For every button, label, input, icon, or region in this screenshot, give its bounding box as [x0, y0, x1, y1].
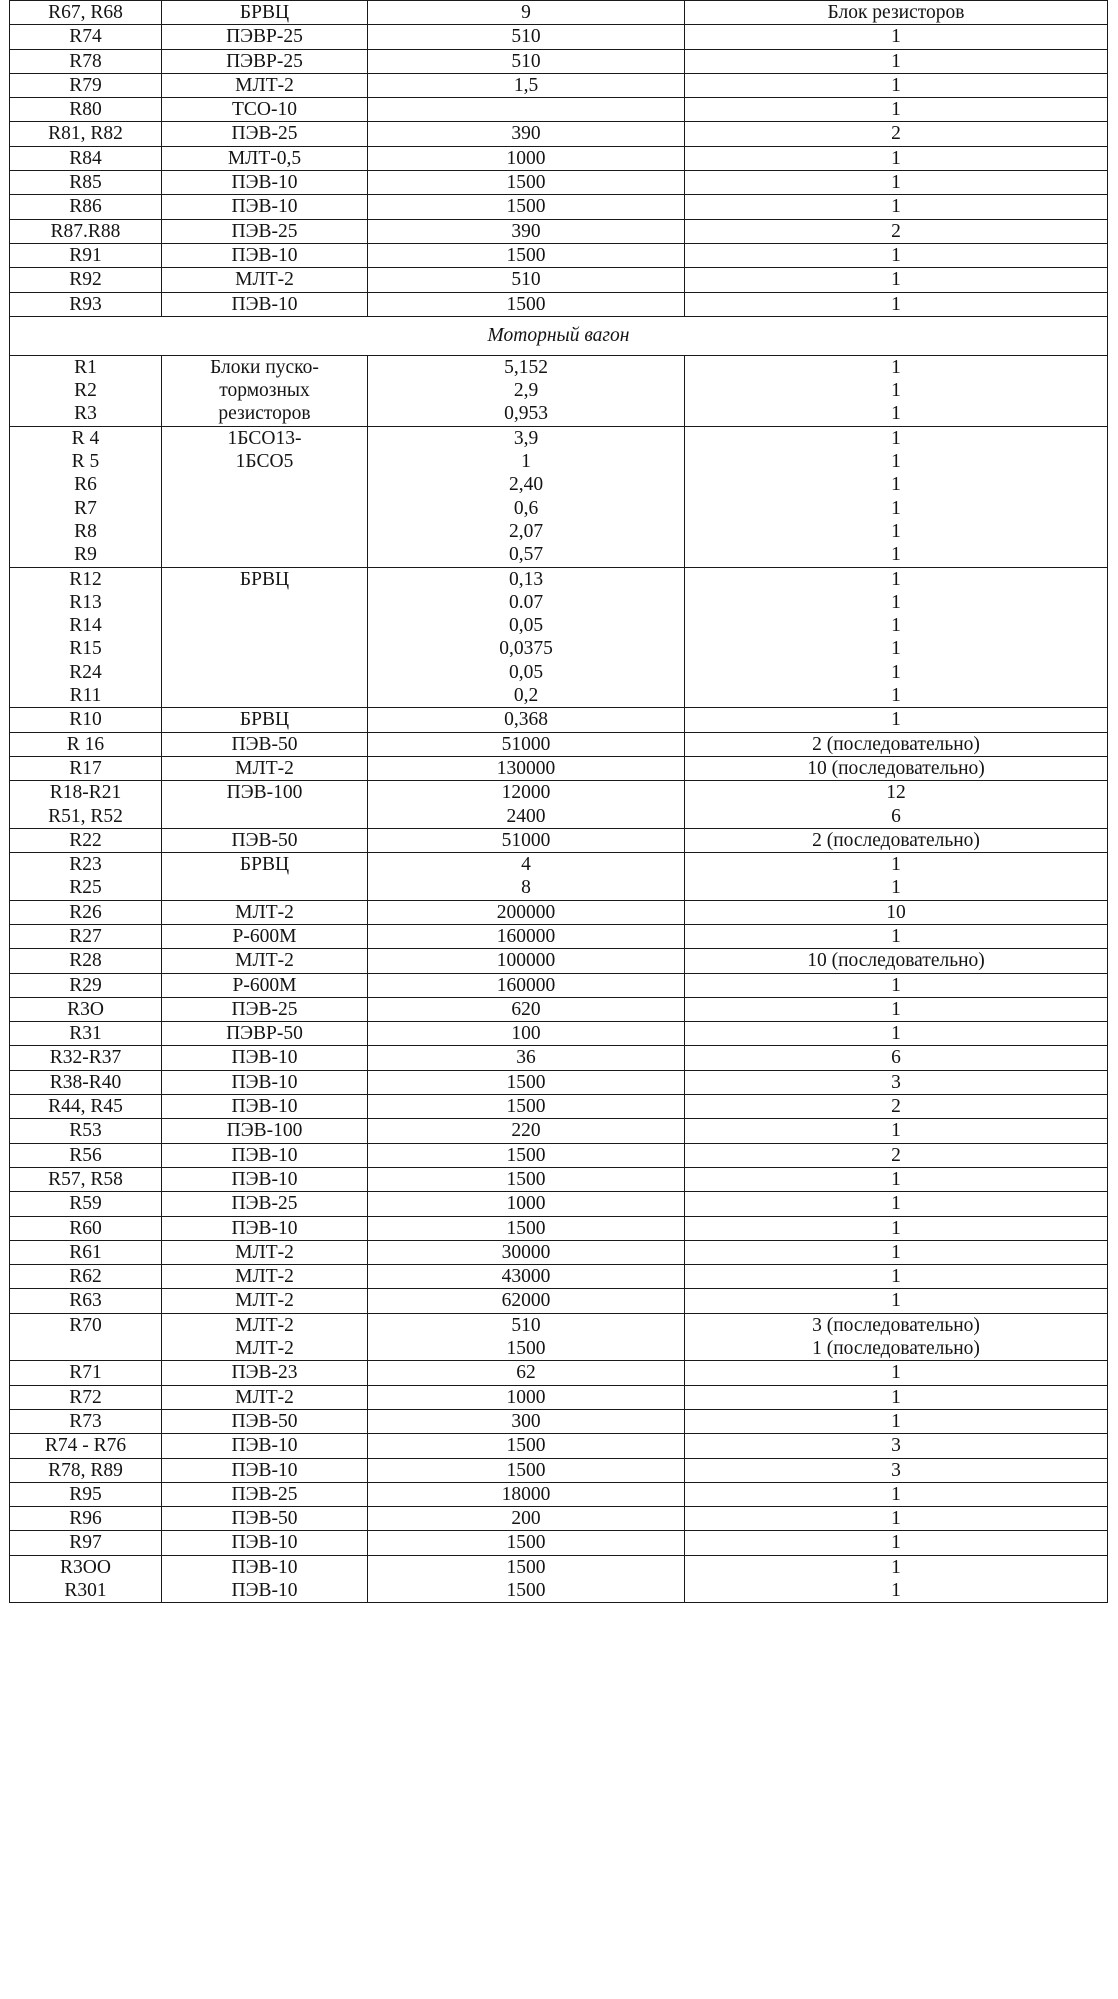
type-cell: ПЭВ-25	[162, 1192, 368, 1216]
section-title: Моторный вагон	[10, 316, 1108, 355]
quantity-cell: Блок резисторов	[685, 1, 1108, 25]
quantity-cell: 1 1 1 1 1 1	[685, 426, 1108, 567]
type-cell: ПЭВ-10	[162, 171, 368, 195]
table-row	[10, 1265, 1108, 1289]
quantity-cell: 1	[685, 1265, 1108, 1289]
table-row	[10, 122, 1108, 146]
designation-cell: R79	[10, 73, 162, 97]
value-cell: 0,13 0.07 0,05 0,0375 0,05 0,2	[368, 567, 685, 708]
type-cell: МЛТ-2	[162, 949, 368, 973]
table-row	[10, 219, 1108, 243]
designation-cell: R 4 R 5 R6 R7 R8 R9	[10, 426, 162, 567]
quantity-cell: 1	[685, 1531, 1108, 1555]
designation-cell: R60	[10, 1216, 162, 1240]
table-row	[10, 171, 1108, 195]
value-cell: 1500	[368, 1531, 685, 1555]
value-cell: 5,152 2,9 0,953	[368, 355, 685, 426]
value-cell: 4 8	[368, 853, 685, 901]
value-cell: 12000 2400	[368, 781, 685, 829]
type-cell: ПЭВ-10	[162, 1070, 368, 1094]
type-cell: МЛТ-2	[162, 1240, 368, 1264]
value-cell: 1500	[368, 195, 685, 219]
type-cell: ПЭВ-10 ПЭВ-10	[162, 1555, 368, 1603]
value-cell: 1500	[368, 1095, 685, 1119]
table-row	[10, 1313, 1108, 1361]
quantity-cell: 1 1 1 1 1 1	[685, 567, 1108, 708]
value-cell: 1500	[368, 292, 685, 316]
table-row	[10, 1482, 1108, 1506]
designation-cell: R31	[10, 1022, 162, 1046]
value-cell: 220	[368, 1119, 685, 1143]
designation-cell: R44, R45	[10, 1095, 162, 1119]
quantity-cell: 1	[685, 1240, 1108, 1264]
designation-cell: R 16	[10, 732, 162, 756]
type-cell: ПЭВ-10	[162, 195, 368, 219]
quantity-cell: 3	[685, 1070, 1108, 1094]
value-cell: 1500	[368, 1458, 685, 1482]
table-row	[10, 1192, 1108, 1216]
value-cell: 1500	[368, 1167, 685, 1191]
table-row	[10, 1385, 1108, 1409]
value-cell: 200	[368, 1507, 685, 1531]
value-cell: 43000	[368, 1265, 685, 1289]
type-cell: ПЭВ-100	[162, 781, 368, 829]
designation-cell: R59	[10, 1192, 162, 1216]
value-cell: 1500	[368, 1070, 685, 1094]
quantity-cell: 1	[685, 1361, 1108, 1385]
type-cell: ПЭВ-10	[162, 1216, 368, 1240]
value-cell: 620	[368, 997, 685, 1021]
type-cell: ПЭВ-10	[162, 1143, 368, 1167]
table-row	[10, 268, 1108, 292]
designation-cell: R1 R2 R3	[10, 355, 162, 426]
type-cell: ПЭВ-10	[162, 1531, 368, 1555]
designation-cell: R93	[10, 292, 162, 316]
quantity-cell: 1	[685, 73, 1108, 97]
designation-cell: R80	[10, 98, 162, 122]
resistor-table-body	[10, 1, 1108, 1603]
type-cell: ПЭВР-25	[162, 25, 368, 49]
type-cell: МЛТ-2	[162, 73, 368, 97]
value-cell: 0,368	[368, 708, 685, 732]
table-row	[10, 292, 1108, 316]
quantity-cell: 2	[685, 1143, 1108, 1167]
quantity-cell: 3	[685, 1434, 1108, 1458]
value-cell: 1000	[368, 1192, 685, 1216]
table-row	[10, 708, 1108, 732]
quantity-cell: 1	[685, 49, 1108, 73]
type-cell: 1БСО13- 1БСО5	[162, 426, 368, 567]
quantity-cell: 12 6	[685, 781, 1108, 829]
table-row	[10, 1507, 1108, 1531]
value-cell: 3,9 1 2,40 0,6 2,07 0,57	[368, 426, 685, 567]
table-row	[10, 1434, 1108, 1458]
table-row	[10, 146, 1108, 170]
value-cell: 510 1500	[368, 1313, 685, 1361]
type-cell: ПЭВ-50	[162, 732, 368, 756]
table-row	[10, 243, 1108, 267]
designation-cell: R10	[10, 708, 162, 732]
type-cell: ПЭВ-10	[162, 243, 368, 267]
value-cell: 62000	[368, 1289, 685, 1313]
quantity-cell: 10 (последовательно)	[685, 949, 1108, 973]
table-row	[10, 1070, 1108, 1094]
value-cell: 30000	[368, 1240, 685, 1264]
designation-cell: R29	[10, 973, 162, 997]
quantity-cell: 2 (последовательно)	[685, 732, 1108, 756]
table-row	[10, 781, 1108, 829]
quantity-cell: 1	[685, 1289, 1108, 1313]
type-cell: ПЭВ-10	[162, 1046, 368, 1070]
type-cell: МЛТ-2 МЛТ-2	[162, 1313, 368, 1361]
quantity-cell: 1	[685, 243, 1108, 267]
table-row	[10, 1289, 1108, 1313]
table-row	[10, 426, 1108, 567]
table-row	[10, 1143, 1108, 1167]
table-row	[10, 195, 1108, 219]
type-cell: ПЭВ-10	[162, 1458, 368, 1482]
designation-cell: R71	[10, 1361, 162, 1385]
table-row	[10, 1, 1108, 25]
designation-cell: R28	[10, 949, 162, 973]
quantity-cell: 1	[685, 268, 1108, 292]
quantity-cell: 1	[685, 146, 1108, 170]
quantity-cell: 1	[685, 1216, 1108, 1240]
designation-cell: R38-R40	[10, 1070, 162, 1094]
type-cell: ПЭВ-10	[162, 292, 368, 316]
table-row	[10, 732, 1108, 756]
designation-cell: R86	[10, 195, 162, 219]
table-row	[10, 1409, 1108, 1433]
designation-cell: R63	[10, 1289, 162, 1313]
table-row	[10, 853, 1108, 901]
type-cell: ПЭВ-25	[162, 997, 368, 1021]
quantity-cell: 1	[685, 973, 1108, 997]
table-row	[10, 1095, 1108, 1119]
designation-cell: R91	[10, 243, 162, 267]
designation-cell: R57, R58	[10, 1167, 162, 1191]
value-cell: 1500 1500	[368, 1555, 685, 1603]
quantity-cell: 3	[685, 1458, 1108, 1482]
designation-cell: R18-R21 R51, R52	[10, 781, 162, 829]
type-cell: Блоки пуско- тормозных резисторов	[162, 355, 368, 426]
type-cell: МЛТ-2	[162, 1289, 368, 1313]
type-cell: МЛТ-2	[162, 1385, 368, 1409]
quantity-cell: 1 1 1	[685, 355, 1108, 426]
value-cell: 1500	[368, 1216, 685, 1240]
designation-cell: R70	[10, 1313, 162, 1361]
value-cell: 160000	[368, 973, 685, 997]
quantity-cell: 2	[685, 122, 1108, 146]
table-row	[10, 1458, 1108, 1482]
section-row	[10, 316, 1108, 355]
value-cell: 510	[368, 49, 685, 73]
table-row	[10, 1216, 1108, 1240]
table-row	[10, 924, 1108, 948]
type-cell: ПЭВР-25	[162, 49, 368, 73]
table-row	[10, 1555, 1108, 1603]
designation-cell: R67, R68	[10, 1, 162, 25]
table-row	[10, 1361, 1108, 1385]
designation-cell: R53	[10, 1119, 162, 1143]
value-cell: 1500	[368, 171, 685, 195]
table-row	[10, 355, 1108, 426]
type-cell: ПЭВ-10	[162, 1434, 368, 1458]
designation-cell: R97	[10, 1531, 162, 1555]
quantity-cell: 1	[685, 195, 1108, 219]
value-cell: 51000	[368, 828, 685, 852]
value-cell: 18000	[368, 1482, 685, 1506]
type-cell: ТСО-10	[162, 98, 368, 122]
designation-cell: R73	[10, 1409, 162, 1433]
quantity-cell: 1	[685, 708, 1108, 732]
designation-cell: R85	[10, 171, 162, 195]
value-cell: 1,5	[368, 73, 685, 97]
type-cell: ПЭВ-50	[162, 828, 368, 852]
quantity-cell: 1	[685, 1385, 1108, 1409]
value-cell: 100000	[368, 949, 685, 973]
value-cell: 300	[368, 1409, 685, 1433]
type-cell: БРВЦ	[162, 567, 368, 708]
type-cell: МЛТ-2	[162, 900, 368, 924]
value-cell: 100	[368, 1022, 685, 1046]
quantity-cell: 1	[685, 25, 1108, 49]
value-cell: 1000	[368, 146, 685, 170]
type-cell: МЛТ-0,5	[162, 146, 368, 170]
value-cell: 51000	[368, 732, 685, 756]
table-row	[10, 828, 1108, 852]
type-cell: ПЭВ-25	[162, 1482, 368, 1506]
designation-cell: R3O	[10, 997, 162, 1021]
quantity-cell: 1	[685, 171, 1108, 195]
quantity-cell: 1	[685, 924, 1108, 948]
table-row	[10, 949, 1108, 973]
table-row	[10, 73, 1108, 97]
type-cell: МЛТ-2	[162, 1265, 368, 1289]
designation-cell: R27	[10, 924, 162, 948]
quantity-cell: 6	[685, 1046, 1108, 1070]
quantity-cell: 1	[685, 1482, 1108, 1506]
value-cell: 390	[368, 122, 685, 146]
quantity-cell: 1	[685, 1507, 1108, 1531]
designation-cell: R78	[10, 49, 162, 73]
type-cell: Р-600М	[162, 973, 368, 997]
designation-cell: R78, R89	[10, 1458, 162, 1482]
type-cell: ПЭВ-23	[162, 1361, 368, 1385]
table-row	[10, 1531, 1108, 1555]
type-cell: БРВЦ	[162, 853, 368, 901]
quantity-cell: 2	[685, 219, 1108, 243]
quantity-cell: 2 (последовательно)	[685, 828, 1108, 852]
quantity-cell: 1	[685, 98, 1108, 122]
table-row	[10, 25, 1108, 49]
designation-cell: R74 - R76	[10, 1434, 162, 1458]
quantity-cell: 1 1	[685, 1555, 1108, 1603]
designation-cell: R17	[10, 756, 162, 780]
quantity-cell: 1	[685, 292, 1108, 316]
table-row	[10, 973, 1108, 997]
value-cell: 1500	[368, 1434, 685, 1458]
quantity-cell: 10 (последовательно)	[685, 756, 1108, 780]
value-cell: 510	[368, 25, 685, 49]
quantity-cell: 1	[685, 1409, 1108, 1433]
value-cell	[368, 98, 685, 122]
quantity-cell: 1 1	[685, 853, 1108, 901]
designation-cell: R74	[10, 25, 162, 49]
value-cell: 36	[368, 1046, 685, 1070]
quantity-cell: 10	[685, 900, 1108, 924]
type-cell: ПЭВ-10	[162, 1095, 368, 1119]
value-cell: 160000	[368, 924, 685, 948]
table-row	[10, 567, 1108, 708]
quantity-cell: 1	[685, 1167, 1108, 1191]
value-cell: 1500	[368, 243, 685, 267]
table-row	[10, 1022, 1108, 1046]
designation-cell: R92	[10, 268, 162, 292]
type-cell: ПЭВ-50	[162, 1409, 368, 1433]
designation-cell: R84	[10, 146, 162, 170]
quantity-cell: 1	[685, 1022, 1108, 1046]
designation-cell: R72	[10, 1385, 162, 1409]
designation-cell: R87.R88	[10, 219, 162, 243]
type-cell: БРВЦ	[162, 1, 368, 25]
table-row	[10, 756, 1108, 780]
quantity-cell: 1	[685, 1119, 1108, 1143]
value-cell: 200000	[368, 900, 685, 924]
designation-cell: R62	[10, 1265, 162, 1289]
quantity-cell: 1	[685, 1192, 1108, 1216]
table-row	[10, 1119, 1108, 1143]
value-cell: 1000	[368, 1385, 685, 1409]
value-cell: 1500	[368, 1143, 685, 1167]
table-row	[10, 1240, 1108, 1264]
value-cell: 62	[368, 1361, 685, 1385]
type-cell: МЛТ-2	[162, 756, 368, 780]
designation-cell: R26	[10, 900, 162, 924]
table-row	[10, 997, 1108, 1021]
type-cell: ПЭВР-50	[162, 1022, 368, 1046]
designation-cell: R96	[10, 1507, 162, 1531]
table-row	[10, 1167, 1108, 1191]
value-cell: 390	[368, 219, 685, 243]
type-cell: ПЭВ-100	[162, 1119, 368, 1143]
type-cell: ПЭВ-25	[162, 122, 368, 146]
value-cell: 130000	[368, 756, 685, 780]
value-cell: 510	[368, 268, 685, 292]
designation-cell: R32-R37	[10, 1046, 162, 1070]
quantity-cell: 1	[685, 997, 1108, 1021]
table-row	[10, 98, 1108, 122]
type-cell: ПЭВ-50	[162, 1507, 368, 1531]
type-cell: ПЭВ-25	[162, 219, 368, 243]
type-cell: Р-600М	[162, 924, 368, 948]
designation-cell: R22	[10, 828, 162, 852]
value-cell: 9	[368, 1, 685, 25]
designation-cell: R56	[10, 1143, 162, 1167]
table-row	[10, 1046, 1108, 1070]
designation-cell: R95	[10, 1482, 162, 1506]
quantity-cell: 2	[685, 1095, 1108, 1119]
designation-cell: R23 R25	[10, 853, 162, 901]
designation-cell: R61	[10, 1240, 162, 1264]
type-cell: МЛТ-2	[162, 268, 368, 292]
type-cell: ПЭВ-10	[162, 1167, 368, 1191]
designation-cell: R3OO R301	[10, 1555, 162, 1603]
quantity-cell: 3 (последовательно) 1 (последовательно)	[685, 1313, 1108, 1361]
designation-cell: R12 R13 R14 R15 R24 R11	[10, 567, 162, 708]
type-cell: БРВЦ	[162, 708, 368, 732]
table-row	[10, 49, 1108, 73]
resistor-table	[9, 0, 1108, 1603]
table-row	[10, 900, 1108, 924]
designation-cell: R81, R82	[10, 122, 162, 146]
